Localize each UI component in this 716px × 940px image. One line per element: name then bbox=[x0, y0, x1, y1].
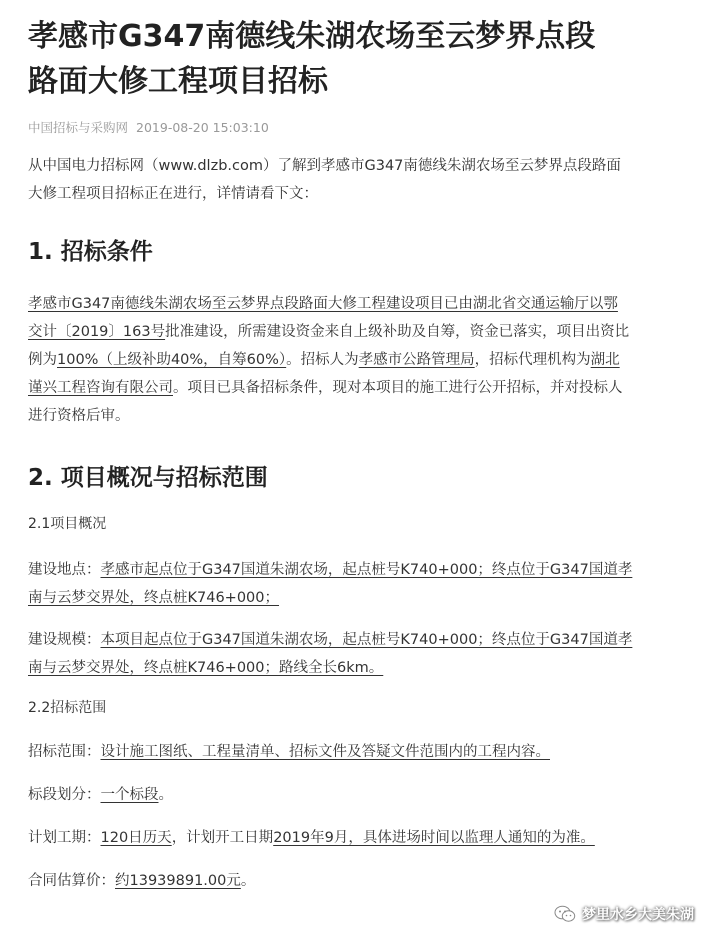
text-span: ，计划开工日期 bbox=[171, 830, 274, 846]
watermark-text: 梦里水乡大美朱湖 bbox=[582, 907, 694, 923]
tender-scope bbox=[28, 738, 688, 766]
intro-line-1: 从中国电力招标网（www.dlzb.com）了解到孝感市G347南德线朱湖农场至云梦界点段路面 bbox=[28, 158, 621, 174]
planned-period bbox=[28, 824, 688, 852]
construction-location bbox=[28, 556, 688, 612]
section-1-heading: 1. 招标条件 bbox=[28, 239, 153, 265]
agency-name-part: 湖北 bbox=[590, 352, 620, 368]
field-label: 标段划分： bbox=[28, 787, 101, 803]
intro-paragraph bbox=[28, 152, 688, 208]
wechat-icon bbox=[554, 905, 576, 923]
title-line-1: 孝感市G347南德线朱湖农场至云梦界点段 bbox=[28, 19, 596, 54]
approval-number: 交计〔2019〕163号 bbox=[28, 324, 166, 340]
text-span: 例为 bbox=[28, 352, 57, 368]
text-span: 。项目已具备招标条件，现对本项目的施工进行公开招标，并对投标人 bbox=[173, 380, 623, 396]
subheading-2-1: 2.1项目概况 bbox=[28, 516, 107, 532]
text-span: 。 bbox=[158, 787, 173, 803]
section-1-paragraph bbox=[28, 290, 688, 430]
location-value-cont: 南与云梦交界处，终点桩K746+000； bbox=[28, 590, 280, 606]
field-label: 招标范围： bbox=[28, 744, 101, 760]
lot-division bbox=[28, 781, 688, 809]
field-label: 建设规模： bbox=[28, 632, 101, 648]
tenderer-name: 孝感市公路管理局 bbox=[358, 352, 475, 368]
scale-value-cont: 南与云梦交界处，终点桩K746+000；路线全长6km。 bbox=[28, 660, 384, 676]
field-label: 合同估算价： bbox=[28, 873, 115, 889]
location-value: 孝感市起点位于G347国道朱湖农场，起点桩号K740+000；终点位于G347国道孝 bbox=[100, 562, 633, 578]
text-span: ，招标代理机构为 bbox=[474, 352, 591, 368]
field-label: 建设地点： bbox=[28, 562, 101, 578]
text-span: 。 bbox=[240, 873, 256, 889]
construction-scale bbox=[28, 626, 688, 682]
agency-name-rest: 谨兴工程咨询有限公司 bbox=[28, 380, 173, 396]
text-span: 。招标人为 bbox=[286, 352, 359, 368]
lot-value: 一个标段 bbox=[100, 787, 159, 803]
scale-value: 本项目起点位于G347国道朱湖农场，起点桩号K740+000；终点位于G347国道孝 bbox=[100, 632, 633, 648]
watermark bbox=[554, 902, 694, 926]
text-line: 进行资格后审。 bbox=[28, 408, 130, 424]
article-meta bbox=[28, 118, 688, 138]
title-line-2: 路面大修工程项目招标 bbox=[28, 64, 328, 99]
subheading-2-2: 2.2招标范围 bbox=[28, 700, 107, 716]
scope-value: 设计施工图纸、工程量清单、招标文件及答疑文件范围内的工程内容。 bbox=[100, 744, 550, 760]
field-label: 计划工期： bbox=[28, 830, 101, 846]
text-span: 批准建设，所需建设资金来自上级补助及自筹，资金已落实，项目出资比 bbox=[165, 324, 630, 340]
intro-line-2: 大修工程项目招标正在进行，详情请看下文： bbox=[28, 186, 318, 202]
funding-ratio: 100%（上级补助40%，自筹60%） bbox=[57, 352, 287, 368]
article-datetime: 2019-08-20 15:03:10 bbox=[136, 120, 269, 135]
estimated-price bbox=[28, 867, 688, 895]
project-name-underlined: 孝感市G347南德线朱湖农场至云梦界点段路面大修工程建设项目已由湖北省交通运输厅以鄂 bbox=[28, 296, 618, 312]
article-title bbox=[28, 14, 688, 104]
start-date: 2019年9月，具体进场时间以监理人通知的为准。 bbox=[273, 830, 595, 846]
price-value: 约13939891.00元 bbox=[115, 873, 241, 889]
period-days: 120日历天 bbox=[100, 830, 172, 846]
section-2-heading: 2. 项目概况与招标范围 bbox=[28, 465, 268, 491]
article-source[interactable]: 中国招标与采购网 bbox=[28, 120, 129, 135]
